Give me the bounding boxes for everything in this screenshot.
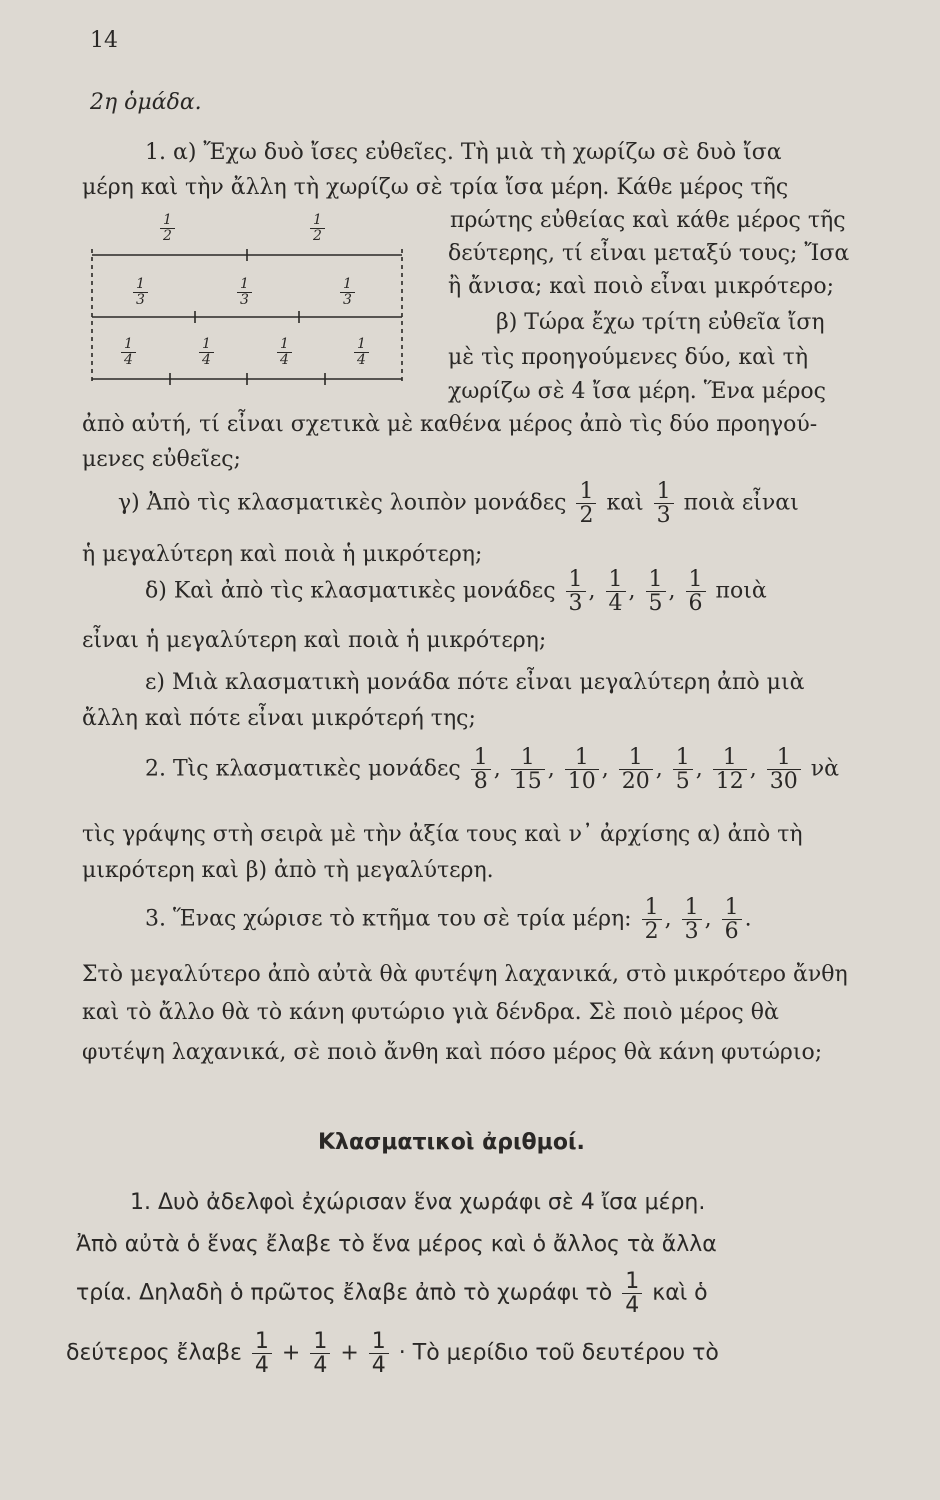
ex1-line4: δεύτερης, τί εἶναι μεταξύ τους; Ἴσα <box>448 241 850 266</box>
diagram-quarter-4: $\frac{1}{4}$ <box>351 337 372 367</box>
ex1-line3: πρώτης εὐθείας καὶ κάθε μέρος τῆς <box>450 208 846 233</box>
ex1-g-pre: γ) Ἀπὸ τὶς κλασματικὲς λοιπὸν μονάδες <box>118 490 567 516</box>
section-line1: 1. Δυὸ ἀδελφοὶ ἐχώρισαν ἕνα χωράφι σὲ 4 ἴσα μέρη. <box>130 1190 706 1215</box>
ex1-e-line2: ἄλλη καὶ πότε εἶναι μικρότερή της; <box>82 706 476 731</box>
ex2-line2: τὶς γράψης στὴ σειρὰ μὲ τὴν ἀξία τους καὶ ν᾿ ἀρχίσης α) ἀπὸ τὴ <box>82 822 803 847</box>
ex2-line1: 2. Τὶς κλασματικὲς μονάδες $\frac{1}{8}$ , $\frac{1}{15}$ , $\frac{1}{10}$ , $\frac{1}{20}$ , $\frac{1}{5}$ , $\frac{1}{12}$ , $\frac{1}{30}$ νὰ <box>145 745 839 795</box>
diagram-third-2: $\frac{1}{3}$ <box>234 277 255 307</box>
ex3-pre: 3. Ἕνας χώρισε τὸ κτῆμα του σὲ τρία μέρη: <box>145 906 632 932</box>
ex3-line3: καὶ τὸ ἄλλο θὰ τὸ κάνη φυτώριο γιὰ δένδρα. Σὲ ποιὸ μέρος θὰ <box>82 1000 779 1025</box>
ex1-g-post: ποιὰ εἶναι <box>683 490 799 516</box>
ex1-d-post: ποιὰ <box>715 578 767 604</box>
ex1-d-line2: εἶναι ἡ μεγαλύτερη καὶ ποιὰ ἡ μικρότερη; <box>82 628 547 653</box>
frac-1-3: $\frac{1}{3}$ <box>654 480 674 527</box>
section-line4-post: · Τὸ μερίδιο τοῦ δευτέρου τὸ <box>398 1340 719 1366</box>
ex3-line4: φυτέψη λαχανικά, σὲ ποιὸ ἄνθη καὶ πόσο μέρος θὰ κάνη φυτώριο; <box>82 1040 823 1065</box>
ex1-line7: μὲ τὶς προηγούμενες δύο, καὶ τὴ <box>448 345 809 370</box>
fraction-lines-diagram <box>82 205 412 395</box>
ex1-g-line2: ἡ μεγαλύτερη καὶ ποιὰ ἡ μικρότερη; <box>82 542 483 567</box>
ex2-post: νὰ <box>810 756 839 782</box>
ex1-line1: 1. α) Ἔχω δυὸ ἴσες εὐθεῖες. Τὴ μιὰ τὴ χωρίζω σὲ δυὸ ἴσα <box>145 140 782 165</box>
ex3-line2: Στὸ μεγαλύτερο ἀπὸ αὐτὰ θὰ φυτέψη λαχανικά, στὸ μικρότερο ἄνθη <box>82 962 848 987</box>
section-line3-pre: τρία. Δηλαδὴ ὁ πρῶτος ἔλαβε ἀπὸ τὸ χωράφι τὸ <box>76 1280 613 1306</box>
plus-sign: + <box>281 1340 301 1366</box>
diagram-third-3: $\frac{1}{3}$ <box>337 277 358 307</box>
group-title: 2η ὁμάδα. <box>90 90 202 115</box>
ex1-g-line <box>118 480 799 527</box>
ex3-line1: 3. Ἕνας χώρισε τὸ κτῆμα του σὲ τρία μέρη: $\frac{1}{2}$ , $\frac{1}{3}$ , $\frac{1}{6}$ . <box>145 895 752 945</box>
ex1-line2: μέρη καὶ τὴν ἄλλη τὴ χωρίζω σὲ τρία ἴσα μέρη. Κάθε μέρος τῆς <box>82 175 789 200</box>
diagram-quarter-3: $\frac{1}{4}$ <box>274 337 295 367</box>
ex1-d-pre: δ) Καὶ ἀπὸ τὶς κλασματικὲς μονάδες <box>145 578 556 604</box>
ex1-line10: μενες εὐθεῖες; <box>82 447 241 472</box>
section-line4-pre: δεύτερος ἔλαβε <box>66 1340 242 1366</box>
ex1-e-line1: ε) Μιὰ κλασματικὴ μονάδα πότε εἶναι μεγαλύτερη ἀπὸ μιὰ <box>145 670 805 695</box>
frac-1-2: $\frac{1}{2}$ <box>576 480 596 527</box>
section-line4: δεύτερος ἔλαβε $\frac{1}{4}$ + $\frac{1}{4}$ + $\frac{1}{4}$ · Τὸ μερίδιο τοῦ δευτέρου τὸ <box>66 1329 719 1379</box>
diagram-quarter-2: $\frac{1}{4}$ <box>196 337 217 367</box>
ex1-line5: ἢ ἄνισα; καὶ ποιὸ εἶναι μικρότερο; <box>448 274 834 299</box>
diagram-quarter-1: $\frac{1}{4}$ <box>118 337 139 367</box>
ex1-line6: β) Τώρα ἔχω τρίτη εὐθεῖα ἴση <box>496 310 825 335</box>
page-number: 14 <box>90 28 118 53</box>
ex1-line9: ἀπὸ αὐτή, τί εἶναι σχετικὰ μὲ καθένα μέρος ἀπὸ τὶς δύο προηγού- <box>82 412 818 437</box>
ex2-pre: 2. Τὶς κλασματικὲς μονάδες <box>145 756 461 782</box>
diagram-half-1: $\frac{1}{2}$ <box>157 213 178 243</box>
diagram-half-2: $\frac{1}{2}$ <box>307 213 328 243</box>
plus-sign: + <box>340 1340 359 1366</box>
section-line3: τρία. Δηλαδὴ ὁ πρῶτος ἔλαβε ἀπὸ τὸ χωράφι τὸ $\frac{1}{4}$ καὶ ὁ <box>76 1269 708 1319</box>
ex1-d-line: δ) Καὶ ἀπὸ τὶς κλασματικὲς μονάδες $\frac{1}{3}$ , $\frac{1}{4}$ , $\frac{1}{5}$ , $\frac{1}{6}$ ποιὰ <box>145 567 767 617</box>
section-line2: Ἀπὸ αὐτὰ ὁ ἕνας ἔλαβε τὸ ἕνα μέρος καὶ ὁ ἄλλος τὰ ἄλλα <box>76 1232 717 1257</box>
ex1-g-mid: καὶ <box>606 490 644 516</box>
section-line3-post: καὶ ὁ <box>652 1280 708 1306</box>
section-title: Κλασματικοὶ ἀριθμοί. <box>318 1130 585 1155</box>
ex1-line8: χωρίζω σὲ 4 ἴσα μέρη. Ἕνα μέρος <box>448 379 826 404</box>
diagram-third-1: $\frac{1}{3}$ <box>130 277 151 307</box>
ex2-line3: μικρότερη καὶ β) ἀπὸ τὴ μεγαλύτερη. <box>82 858 494 883</box>
